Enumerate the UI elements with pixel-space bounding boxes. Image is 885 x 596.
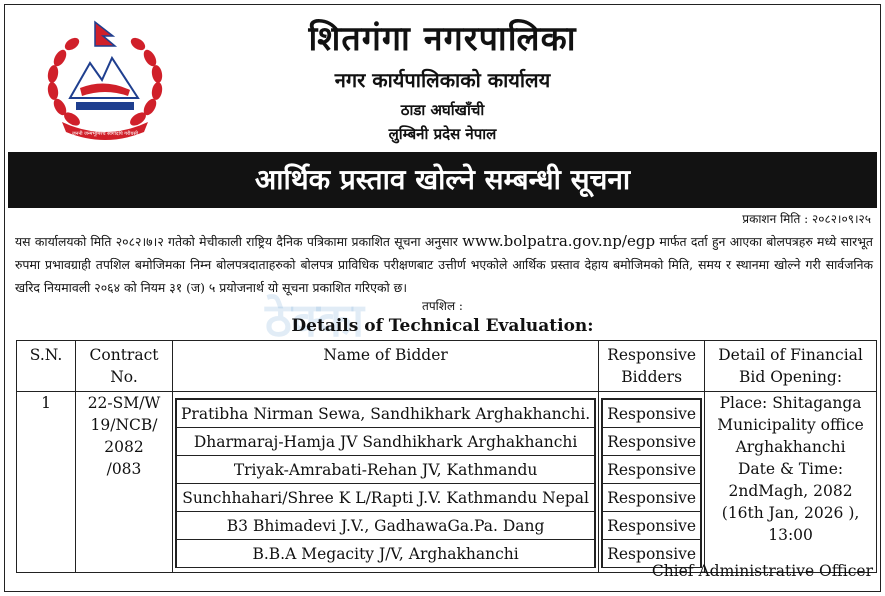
notice-title-banner: [8, 152, 877, 208]
notice-body-part2: मार्फत दर्ता हुन आएका बोलपत्रहरु मध्ये सारभूत रुपमा प्रभावग्राही तपशिल बमोजिमका निम्न बोलपत्रदाताहरुको बोलपत्र प्राविधिक परीक्षणबाट उत्तीर्ण भएकोले आर्थिक प्रस्ताव देहाय बमोजिमको मिति, समय र स्थानमा खोल्ने गरी सार्वजनिक खरिद नियमावली २०६४ को नियम ३१ (ज) ५ प्रयोजनार्थ यो सूचना प्रकाशित गरिएको छ।: [15, 234, 873, 295]
header-responsive: Responsive Bidders: [599, 341, 705, 392]
municipality-name: शितगंगा नगरपालिका: [308, 19, 577, 59]
address-line-1: ठाडा अर्घाखाँची: [400, 101, 485, 119]
financial-opening-details: [705, 392, 877, 573]
responsive-status: Responsive: [603, 540, 701, 568]
signatory: Chief Administrative Officer: [651, 562, 873, 580]
row-contract: [76, 392, 173, 573]
tapasil-label: तपशिल :: [422, 299, 463, 313]
financial-line: Date & Time:: [738, 460, 844, 478]
row-sn: 1: [17, 392, 76, 573]
header-bidder: Name of Bidder: [173, 341, 599, 392]
responsive-list-cell: [599, 392, 705, 573]
technical-evaluation-table: [16, 340, 877, 573]
contract-line: 19/NCB/: [90, 416, 158, 434]
contract-line: /083: [106, 460, 142, 478]
address-line-2: लुम्बिनी प्रदेस नेपाल: [388, 125, 497, 143]
financial-line: 13:00: [768, 526, 813, 544]
bidder-name: B.B.A Megacity J/V, Arghakhanchi: [177, 540, 595, 568]
responsive-status: Responsive: [603, 484, 701, 512]
notice-body-part1: यस कार्यालयको मिति २०८२।७।२ गतेको मेचीकाली राष्ट्रिय दैनिक पत्रिकामा प्रकाशित सूचना अनुसार: [15, 234, 463, 249]
table-row: [17, 392, 877, 573]
notice-body: [15, 230, 873, 299]
notice-title: आर्थिक प्रस्ताव खोल्ने सम्बन्धी सूचना: [254, 163, 631, 196]
financial-line: Place: Shitaganga: [719, 394, 862, 412]
table-header-row: [17, 341, 877, 392]
responsive-status: Responsive: [603, 400, 701, 428]
responsive-status: Responsive: [603, 456, 701, 484]
office-name: नगर कार्यपालिकाको कार्यालय: [334, 68, 551, 92]
details-title: Details of Technical Evaluation:: [291, 316, 594, 336]
header-financial: Detail of Financial Bid Opening:: [705, 341, 877, 392]
header-sn: S.N.: [17, 341, 76, 392]
responsive-status: Responsive: [603, 512, 701, 540]
emblem-motto: जननी जन्मभूमिश्च स्वर्गादपि गरीयसी: [71, 131, 139, 137]
responsive-status: Responsive: [603, 428, 701, 456]
bidder-name: Dharmaraj-Hamja JV Sandhikhark Arghakhanchi: [177, 428, 595, 456]
bidder-name: Sunchhahari/Shree K L/Rapti J.V. Kathmandu Nepal: [177, 484, 595, 512]
bidder-name: Pratibha Nirman Sewa, Sandhikhark Arghakhanchi.: [177, 400, 595, 428]
bidder-name: Triyak-Amrabati-Rehan JV, Kathmandu: [177, 456, 595, 484]
financial-line: Arghakhanchi: [735, 438, 846, 456]
bolpatra-link[interactable]: www.bolpatra.gov.np/egp: [462, 232, 656, 250]
financial-line: Municipality office: [717, 416, 864, 434]
responsive-list: [602, 399, 701, 567]
bidder-name: B3 Bhimadevi J.V., GadhawaGa.Pa. Dang: [177, 512, 595, 540]
header-contract: Contract No.: [76, 341, 173, 392]
bidder-list: [176, 399, 595, 567]
publish-date: प्रकाशन मिति : २०८२।०९।२५: [742, 212, 871, 226]
watermark: ठेक्का: [265, 293, 365, 347]
contract-line: 22-SM/W: [87, 394, 161, 412]
financial-line: 2ndMagh, 2082: [728, 482, 853, 500]
contract-line: 2082: [104, 438, 144, 456]
bidder-list-cell: [173, 392, 599, 573]
financial-line: (16th Jan, 2026 ),: [721, 504, 860, 522]
